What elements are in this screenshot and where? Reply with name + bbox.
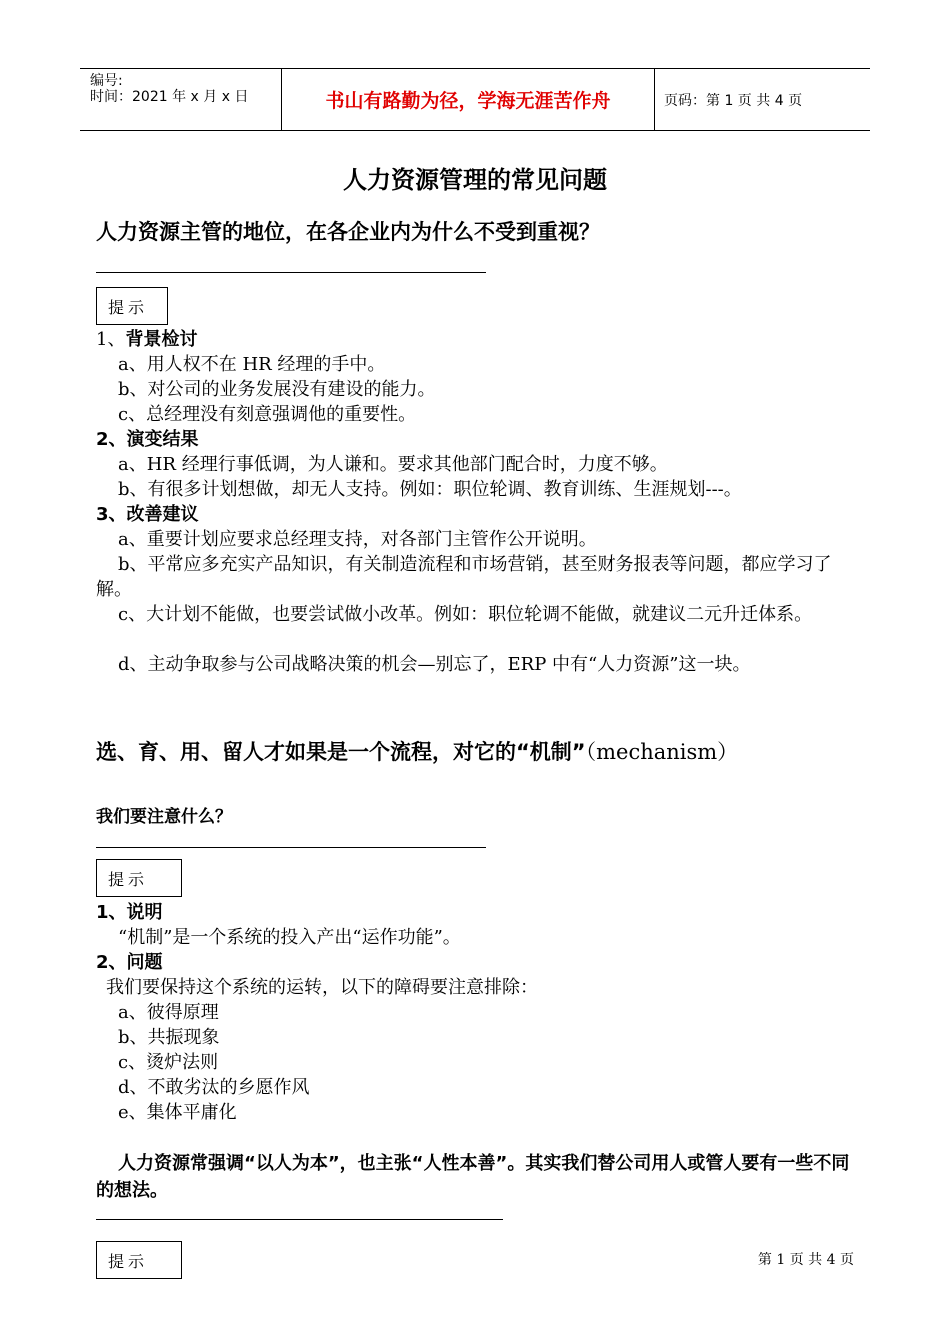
tip-box: 提示 xyxy=(96,287,168,325)
heading-text: 3、改善建议 xyxy=(96,504,199,525)
list-item: d、主动争取参与公司战略决策的机会—别忘了，ERP 中有“人力资源”这一块。 xyxy=(118,654,751,675)
list-item: a、彼得原理 xyxy=(118,1002,219,1023)
number-label: 编号: xyxy=(90,73,123,89)
section-heading xyxy=(96,327,197,352)
question-1: 人力资源主管的地位，在各企业内为什么不受到重视？ xyxy=(96,220,600,244)
section-heading xyxy=(96,950,163,975)
header-motto: 书山有路勤为径，学海无涯苦作舟 xyxy=(325,90,611,112)
question-2-sub: 我们要注意什么？ xyxy=(96,807,232,827)
list-item: c、总经理没有刻意强调他的重要性。 xyxy=(118,404,417,425)
section-heading xyxy=(96,900,163,925)
header-divider xyxy=(654,69,655,130)
list-item: a、用人权不在 HR 经理的手中。 xyxy=(118,354,386,375)
page-title: 人力资源管理的常见问题 xyxy=(343,166,607,194)
time-label: 时间：2021 年 x 月 x 日 xyxy=(90,89,249,105)
list-item: e、集体平庸化 xyxy=(118,1102,237,1123)
list-item: b、平常应多充实产品知识，有关制造流程和市场营销，甚至财务报表等问题，都应学习了解。 xyxy=(96,554,832,600)
list-item: d、不敢劣汰的乡愿作风 xyxy=(118,1077,310,1098)
list-item: c、烫炉法则 xyxy=(118,1052,219,1073)
tip-box: 提示 xyxy=(96,1241,182,1279)
list-item: a、HR 经理行事低调，为人谦和。要求其他部门配合时，力度不够。 xyxy=(118,454,668,475)
heading-text: 背景检讨 xyxy=(125,329,198,350)
page-header xyxy=(80,68,870,131)
heading-text: 2、问题 xyxy=(96,952,163,973)
question-2-main: 选、育、用、留人才如果是一个流程，对它的“机制” xyxy=(96,740,586,764)
list-item: b、有很多计划想做，却无人支持。例如：职位轮调、教育训练、生涯规划---。 xyxy=(118,479,742,500)
heading-text: 2、演变结果 xyxy=(96,429,199,450)
tip-box: 提示 xyxy=(96,859,182,897)
list-item: c、大计划不能做，也要尝试做小改革。例如：职位轮调不能做，就建议二元升迁体系。 xyxy=(118,604,813,625)
list-item: b、共振现象 xyxy=(118,1027,220,1048)
heading-number: 1、 xyxy=(96,329,126,350)
divider xyxy=(96,847,486,848)
question-3: 人力资源常强调“以人为本”，也主张“人性本善”。其实我们替公司用人或管人要有一些不同的想法。 xyxy=(96,1153,850,1201)
question-2-paren: （mechanism） xyxy=(585,740,739,764)
heading-text: 1、说明 xyxy=(96,902,163,923)
body-text: 我们要保持这个系统的运转，以下的障碍要注意排除： xyxy=(106,977,538,998)
list-item: b、对公司的业务发展没有建设的能力。 xyxy=(118,379,436,400)
header-meta-cell xyxy=(80,69,280,130)
body-text: “机制”是一个系统的投入产出“运作功能”。 xyxy=(118,927,461,948)
section-heading xyxy=(96,427,199,452)
list-item: a、重要计划应要求总经理支持，对各部门主管作公开说明。 xyxy=(118,529,597,550)
divider xyxy=(96,1219,503,1220)
section-heading xyxy=(96,502,199,527)
divider xyxy=(96,272,486,273)
header-page-info: 页码：第 1 页 共 4 页 xyxy=(664,92,803,109)
question-2 xyxy=(96,736,738,766)
footer-page-info: 第 1 页 共 4 页 xyxy=(757,1252,854,1268)
